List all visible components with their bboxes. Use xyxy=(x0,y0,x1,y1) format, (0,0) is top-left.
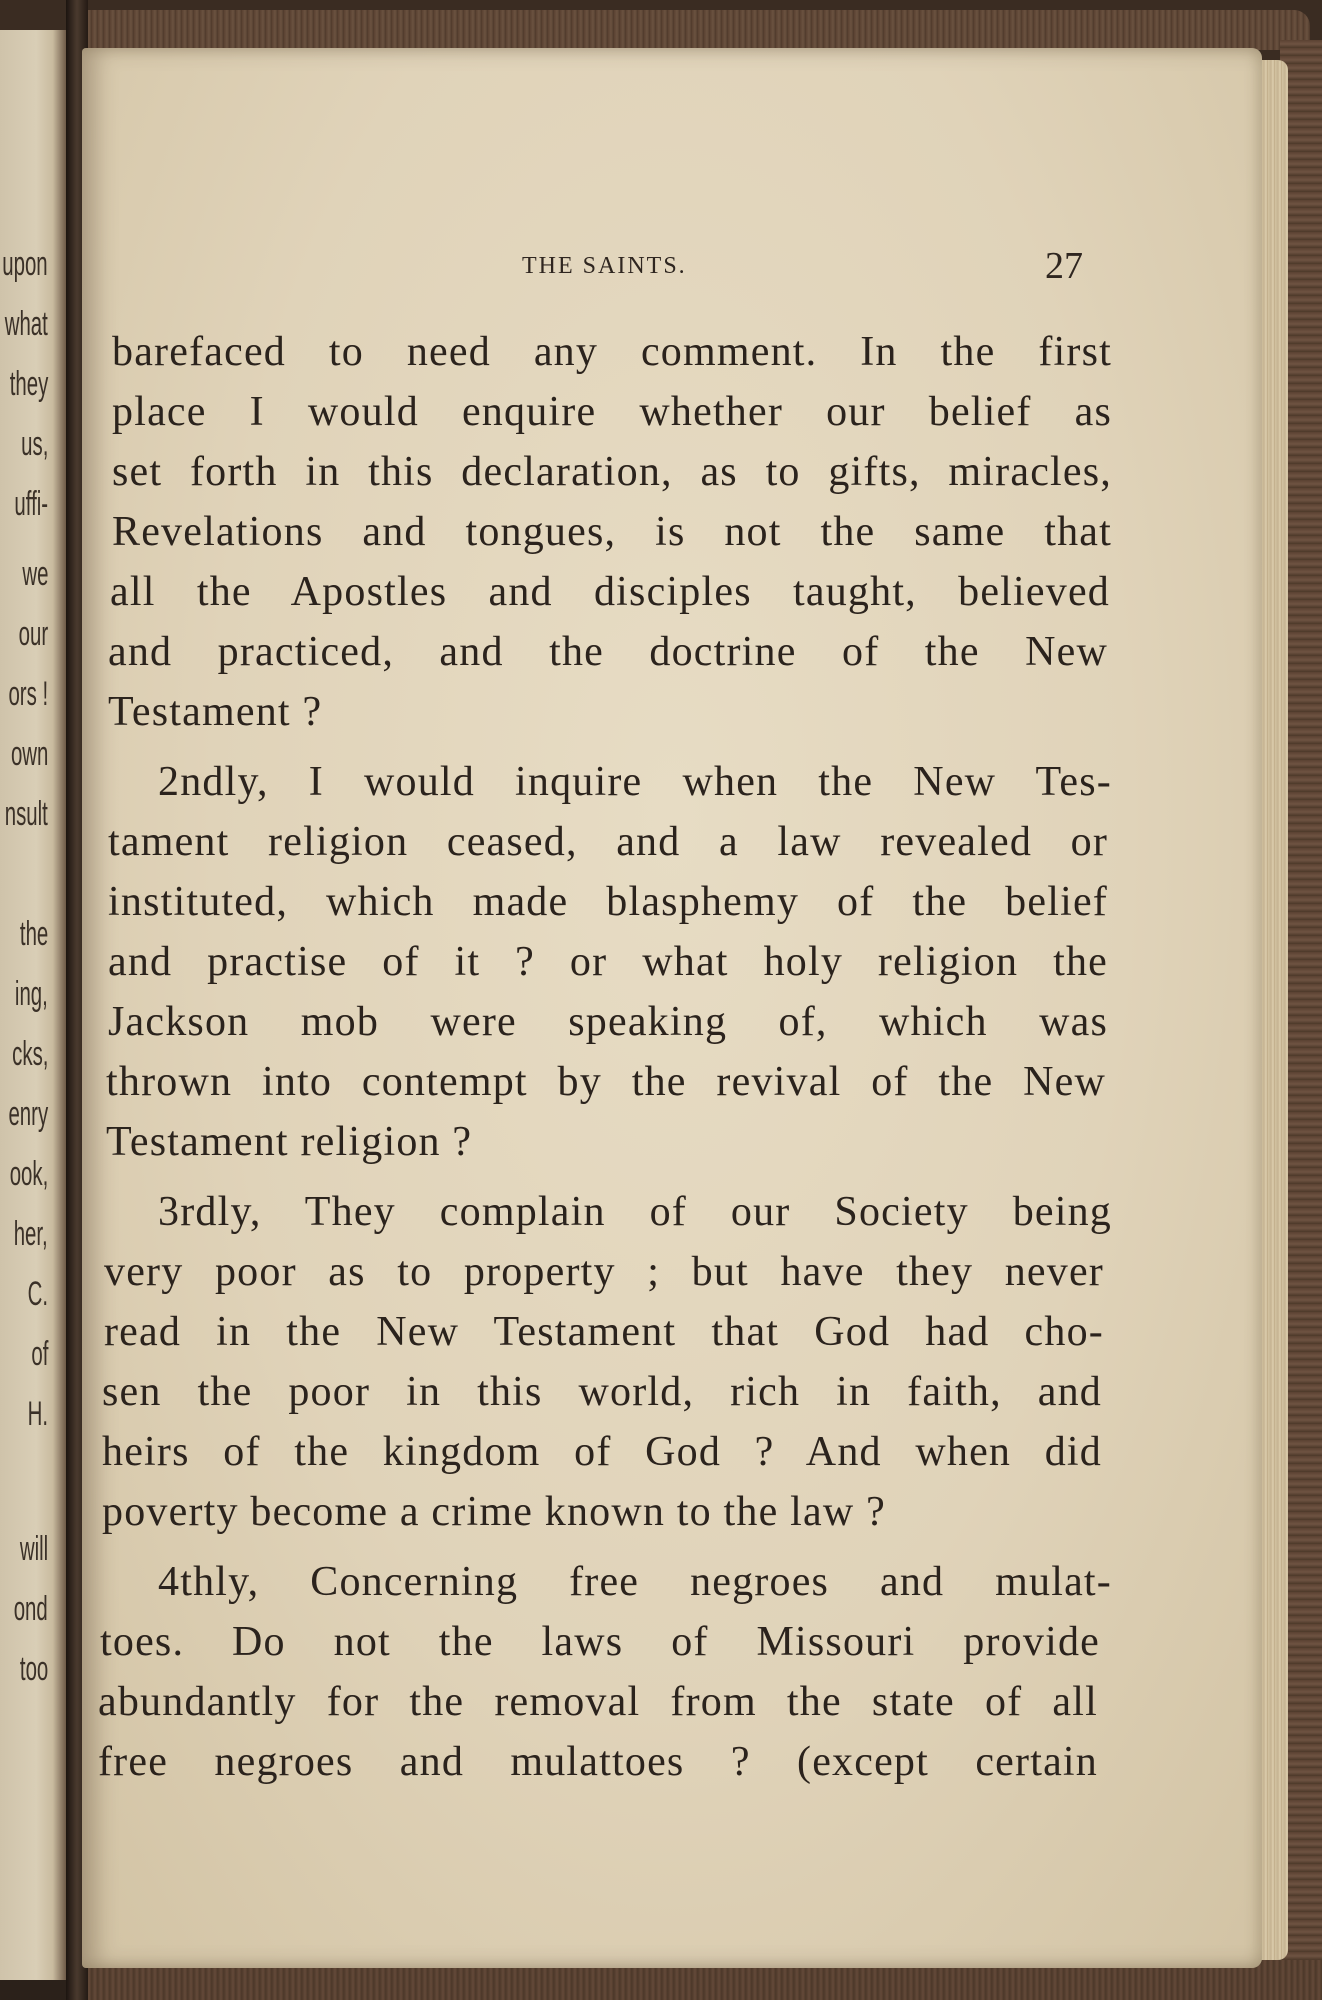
left-page-text-fragment: we xyxy=(21,555,48,593)
left-page-text-fragment: of xyxy=(30,1335,48,1373)
left-page-text-fragment: will xyxy=(19,1530,48,1568)
left-page-text-fragment: ing, xyxy=(15,975,48,1013)
left-page-text-fragment: enry xyxy=(8,1095,48,1133)
left-page-text-fragment: own xyxy=(10,735,48,773)
left-page-text-fragment: our xyxy=(18,615,48,653)
left-page-text-fragment: nsult xyxy=(4,795,48,833)
text-line: free negroes and mulattoes ? (except certain xyxy=(98,1739,1098,1785)
book-cover-top-edge xyxy=(80,10,1310,50)
text-line: 2ndly, I would inquire when the New Tes- xyxy=(158,759,1112,805)
left-page-text-fragment: what xyxy=(4,305,48,343)
text-line: and practiced, and the doctrine of the New xyxy=(108,629,1108,675)
left-page-text-fragment: ook, xyxy=(9,1155,48,1193)
text-line: read in the New Testament that God had cho- xyxy=(104,1309,1104,1355)
left-page-text-fragment: her, xyxy=(13,1215,48,1253)
text-line: abundantly for the removal from the state of all xyxy=(98,1679,1098,1725)
text-line: toes. Do not the laws of Missouri provide xyxy=(100,1619,1100,1665)
left-page-text-fragment: us, xyxy=(20,425,48,463)
text-line: heirs of the kingdom of God ? And when did xyxy=(102,1429,1102,1475)
text-line: all the Apostles and disciples taught, believed xyxy=(110,569,1110,615)
text-line: place I would enquire whether our belief as xyxy=(112,389,1112,435)
page-number: 27 xyxy=(1045,245,1083,287)
right-page xyxy=(82,48,1262,1968)
left-page-text-fragment: uffi- xyxy=(14,485,48,523)
left-page-text-fragment: too xyxy=(19,1650,48,1688)
text-line: very poor as to property ; but have they never xyxy=(104,1249,1104,1295)
text-line: and practise of it ? or what holy religion the xyxy=(108,939,1108,985)
left-page-text-fragment: C. xyxy=(27,1275,48,1313)
text-line: sen the poor in this world, rich in faith, and xyxy=(102,1369,1102,1415)
left-page-text-fragment: ors ! xyxy=(8,675,48,713)
text-line: poverty become a crime known to the law ? xyxy=(102,1489,886,1535)
text-line: instituted, which made blasphemy of the belief xyxy=(108,879,1108,925)
left-page-text-fragment: H. xyxy=(27,1395,48,1433)
left-page-text-fragment: the xyxy=(19,915,48,953)
running-head: THE SAINTS. xyxy=(522,253,687,279)
text-line: thrown into contempt by the revival of the New xyxy=(106,1059,1106,1105)
left-page-text-fragment: they xyxy=(9,365,48,403)
text-line: barefaced to need any comment. In the first xyxy=(112,329,1112,375)
left-page-text-fragment: cks, xyxy=(11,1035,48,1073)
text-line: Testament ? xyxy=(108,689,323,735)
text-line: tament religion ceased, and a law revealed or xyxy=(108,819,1108,865)
text-line: Revelations and tongues, is not the same that xyxy=(112,509,1112,555)
left-facing-page xyxy=(0,30,66,1980)
text-line: Testament religion ? xyxy=(106,1119,473,1165)
page-header xyxy=(82,228,1262,288)
text-line: 3rdly, They complain of our Society being xyxy=(158,1189,1112,1235)
text-line: 4thly, Concerning free negroes and mulat- xyxy=(158,1559,1112,1605)
text-line: Jackson mob were speaking of, which was xyxy=(108,999,1108,1045)
left-page-text-fragment: ond xyxy=(13,1590,48,1628)
left-page-text-fragment: upon xyxy=(2,245,48,283)
text-line: set forth in this declaration, as to gifts, miracles, xyxy=(112,449,1112,495)
